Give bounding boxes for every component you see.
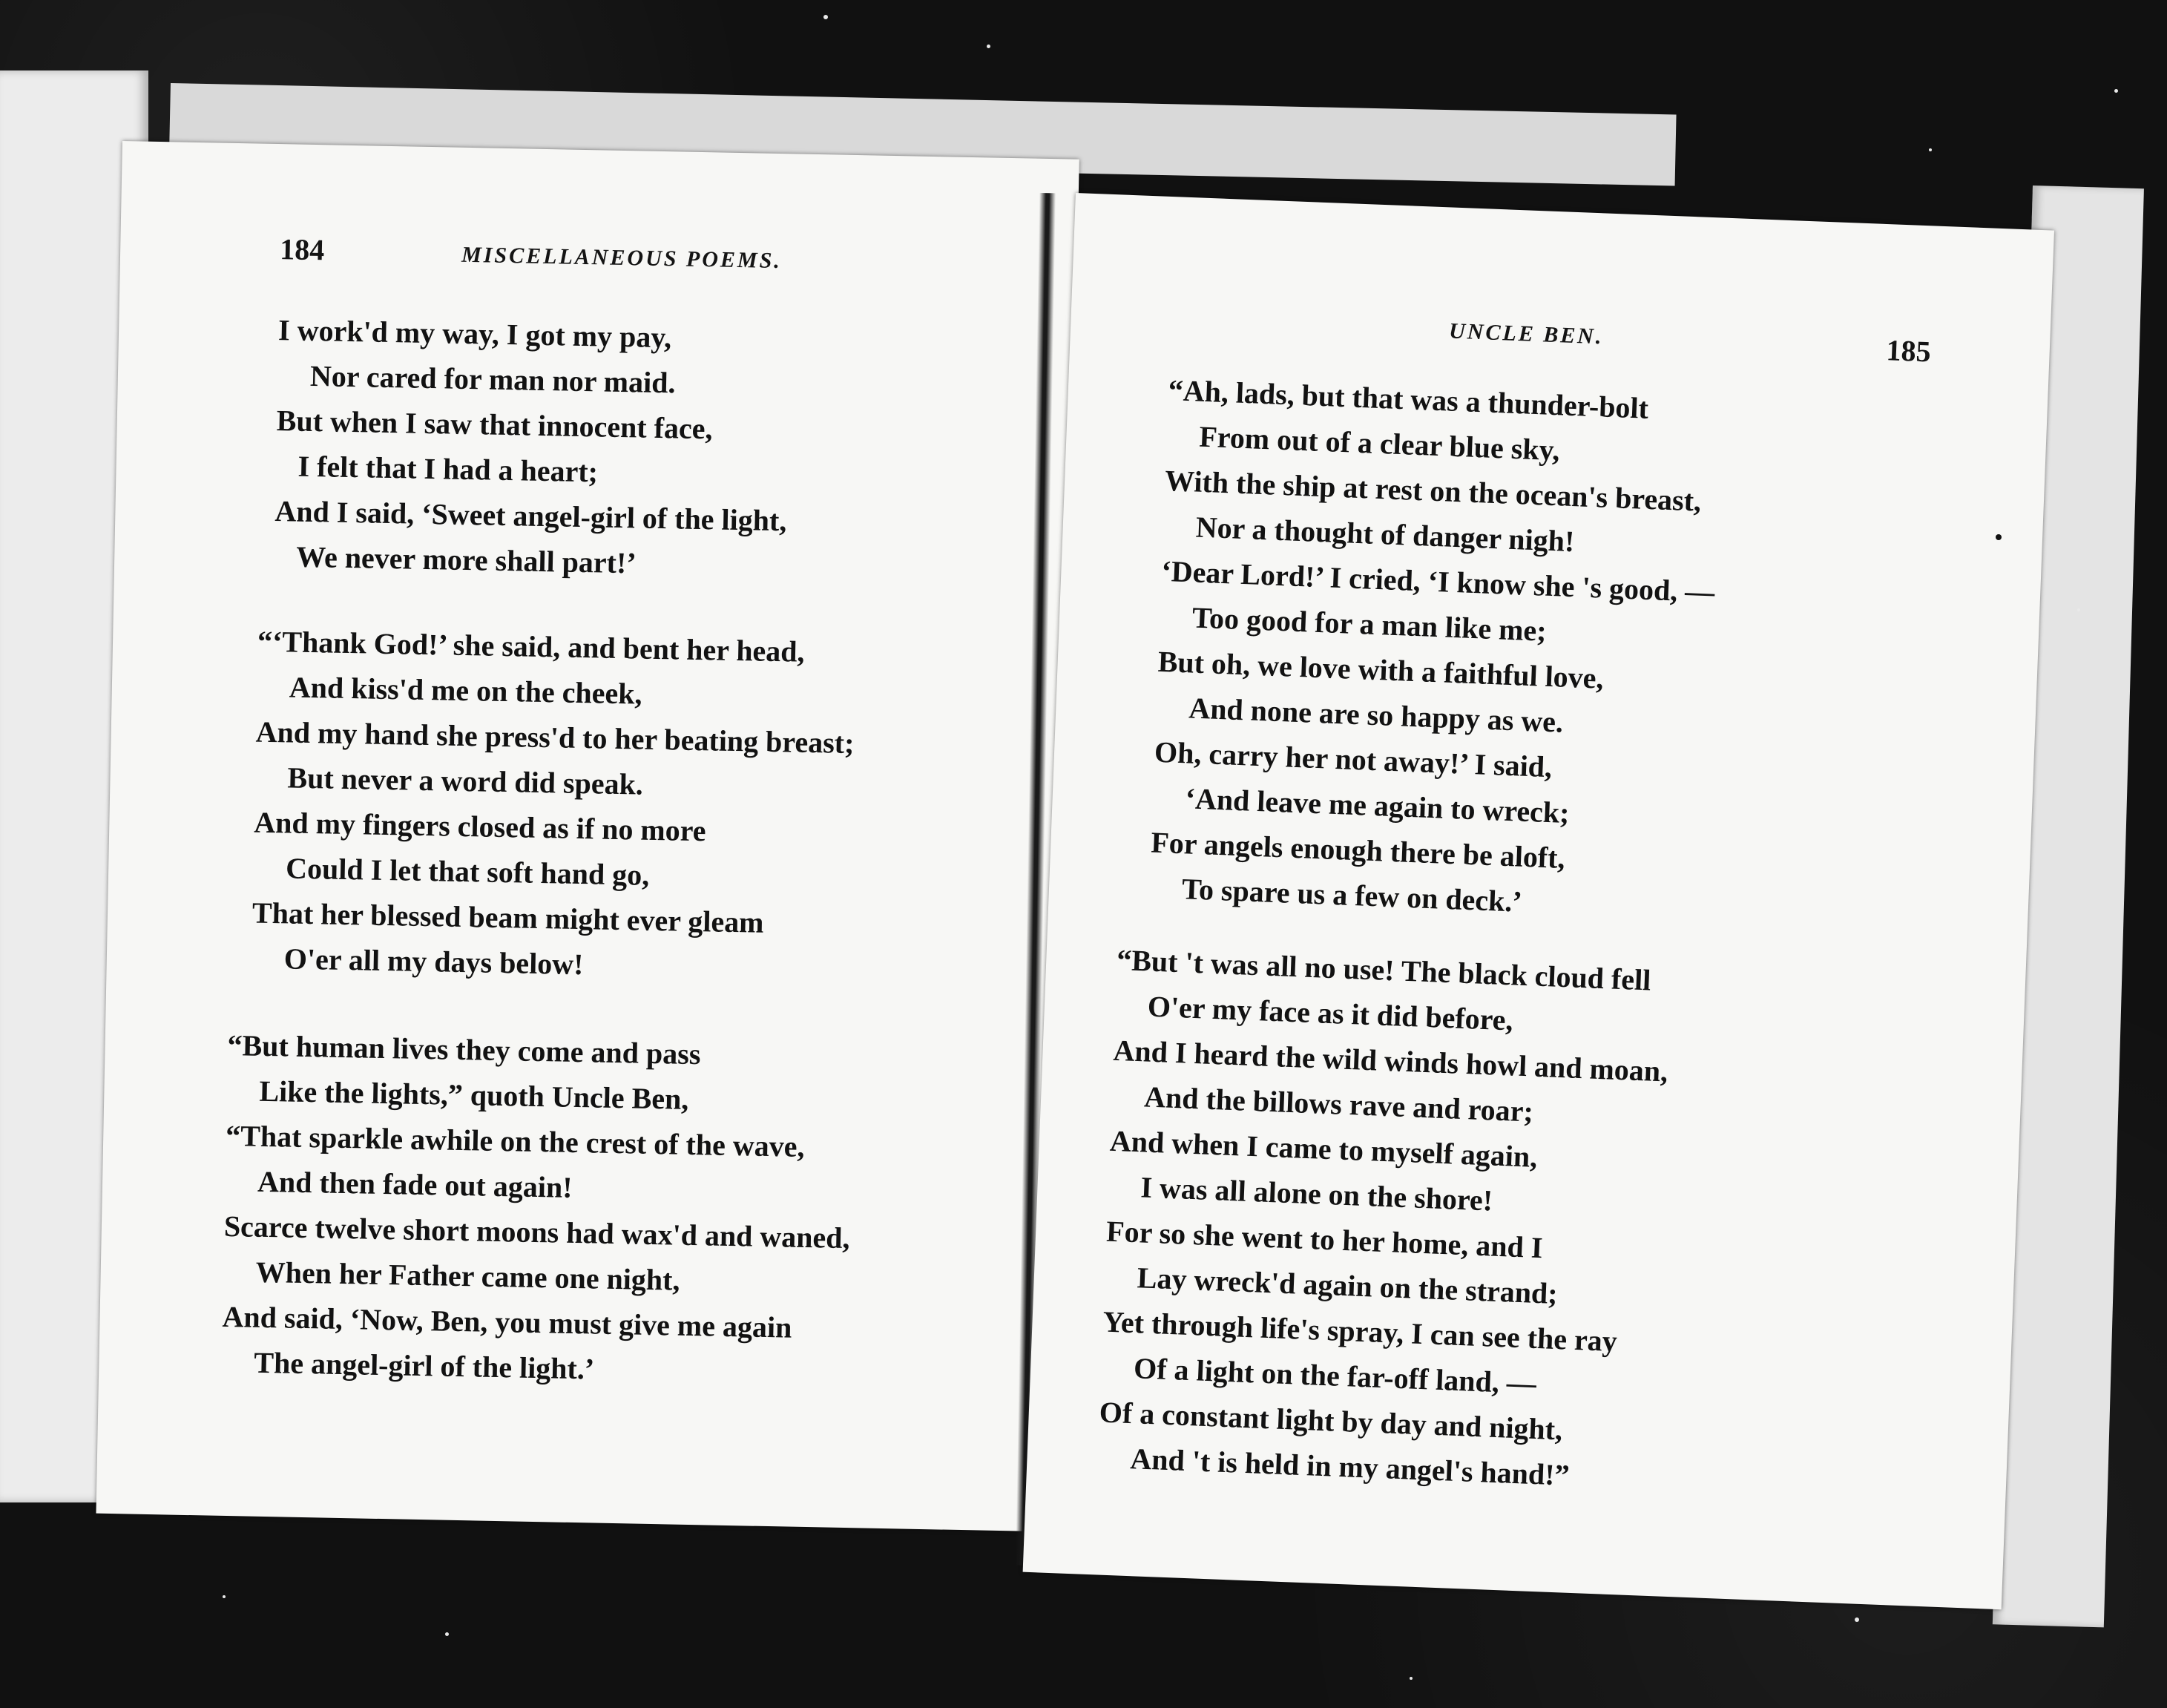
- verse-line: For angels enough there be aloft,: [1150, 825, 1566, 875]
- verse-line: And then fade out again!: [257, 1164, 573, 1204]
- verse-line: I felt that I had a heart;: [297, 449, 599, 489]
- verse-line: Yet through life's spray, I can see the ray: [1102, 1304, 1618, 1359]
- verse-line: And my hand she press'd to her beating breast;: [255, 715, 855, 761]
- verse-line: “But 't was all no use! The black cloud fell: [1116, 942, 1652, 997]
- verse-line: ‘Dear Lord!’ I cried, ‘I know she 's good, —: [1160, 554, 1716, 609]
- verse-line: We never more shall part!’: [295, 539, 637, 580]
- left-stanza-2: [251, 619, 856, 992]
- verse-line: When her Father came one night,: [255, 1255, 680, 1297]
- verse-line: With the ship at rest on the ocean's breast,: [1164, 463, 1702, 518]
- verse-line: And kiss'd me on the cheek,: [289, 670, 642, 711]
- verse-line: That her blessed beam might ever gleam: [251, 896, 764, 939]
- verse-line: And my fingers closed as if no more: [253, 805, 706, 848]
- left-page-number: 184: [279, 232, 325, 267]
- verse-line: Of a light on the far-off land, —: [1133, 1351, 1537, 1400]
- left-running-head: MISCELLANEOUS POEMS.: [461, 242, 783, 274]
- verse-line: The angel-girl of the light.’: [253, 1345, 595, 1386]
- verse-line: Of a constant light by day and night,: [1099, 1395, 1563, 1447]
- left-stanza-3: [221, 1022, 854, 1396]
- right-page-number: 185: [1885, 333, 1932, 369]
- verse-line: Scarce twelve short moons had wax'd and waned,: [223, 1209, 850, 1255]
- left-page: [96, 141, 1079, 1531]
- verse-line: I was all alone on the shore!: [1140, 1170, 1493, 1218]
- verse-line: Nor cared for man nor maid.: [309, 358, 676, 400]
- right-stanza-2: [1096, 937, 1672, 1501]
- verse-line: And the billows rave and roar;: [1143, 1080, 1534, 1129]
- right-page: [1023, 193, 2054, 1609]
- verse-line: From out of a clear blue sky,: [1198, 419, 1561, 467]
- verse-line: And none are so happy as we.: [1188, 691, 1564, 739]
- verse-line: Lay wreck'd again on the strand;: [1137, 1261, 1559, 1311]
- verse-line: But never a word did speak.: [287, 761, 644, 801]
- right-stanza-1: [1148, 367, 1723, 931]
- verse-line: To spare us a few on deck.’: [1181, 872, 1523, 919]
- verse-line: For so she went to her home, and I: [1105, 1214, 1544, 1265]
- verse-line: Oh, carry her not away!’ I said,: [1154, 735, 1553, 784]
- verse-line: I work'd my way, I got my pay,: [277, 313, 672, 355]
- verse-line: ‘And leave me again to wreck;: [1184, 781, 1571, 830]
- verse-line: And I said, ‘Sweet angel-girl of the light,: [274, 494, 787, 538]
- verse-line: And I heard the wild winds howl and moan,: [1112, 1033, 1669, 1088]
- right-running-head: UNCLE BEN.: [1448, 318, 1605, 349]
- verse-line: And said, ‘Now, Ben, you must give me again: [222, 1299, 792, 1344]
- verse-line: Too good for a man like me;: [1191, 600, 1548, 648]
- left-stanza-1: [274, 307, 791, 588]
- verse-line: O'er all my days below!: [283, 942, 584, 982]
- verse-line: And 't is held in my angel's hand!”: [1129, 1442, 1571, 1492]
- verse-line: “‘Thank God!’ she said, and bent her head,: [257, 624, 805, 669]
- verse-line: And when I came to myself again,: [1109, 1123, 1539, 1174]
- verse-line: But oh, we love with a faithful love,: [1157, 644, 1605, 695]
- verse-line: O'er my face as it did before,: [1147, 989, 1514, 1037]
- verse-line: Like the lights,” quoth Uncle Ben,: [259, 1074, 689, 1116]
- verse-line: Could I let that soft hand go,: [285, 851, 650, 892]
- verse-line: “Ah, lads, but that was a thunder-bolt: [1168, 373, 1649, 425]
- verse-line: But when I saw that innocent face,: [276, 404, 713, 446]
- verse-line: “That sparkle awhile on the crest of the wave,: [225, 1118, 805, 1163]
- verse-line: “But human lives they come and pass: [227, 1028, 701, 1071]
- verse-line: Nor a thought of danger nigh!: [1194, 510, 1576, 559]
